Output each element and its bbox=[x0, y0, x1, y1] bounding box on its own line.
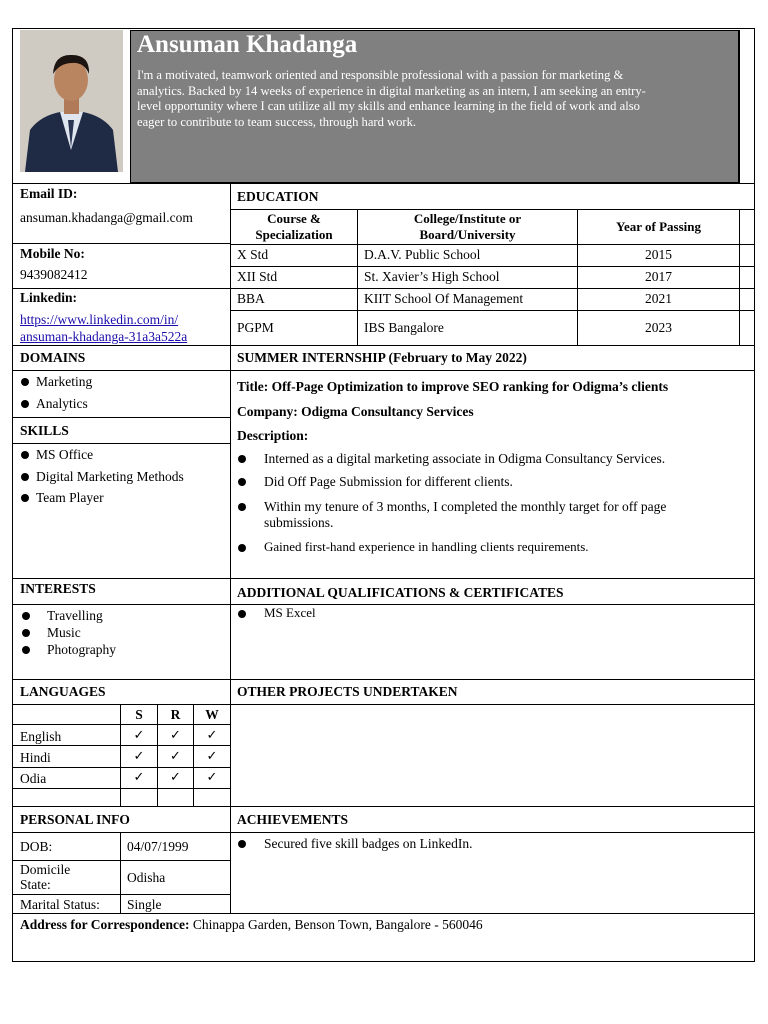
check-icon: ✓ bbox=[206, 769, 218, 784]
bullet-icon bbox=[21, 400, 29, 408]
edu-year: 2021 bbox=[645, 291, 672, 306]
profile-photo bbox=[20, 30, 123, 172]
internship-title: Title: Off-Page Optimization to improve SEO ranking for Odigma’s clients bbox=[237, 379, 669, 394]
lang-col-speak: S bbox=[135, 707, 143, 722]
qualifications-heading: ADDITIONAL QUALIFICATIONS & CERTIFICATES bbox=[237, 585, 564, 600]
projects-heading: OTHER PROJECTS UNDERTAKEN bbox=[237, 684, 458, 699]
internship-bullet: Within my tenure of 3 months, I completed the monthly target for off page bbox=[264, 499, 667, 514]
edu-year: 2017 bbox=[645, 269, 672, 284]
bullet-icon bbox=[238, 840, 246, 848]
bullet-icon bbox=[238, 503, 246, 511]
email-value[interactable]: ansuman.khadanga@gmail.com bbox=[20, 210, 193, 225]
check-icon: ✓ bbox=[206, 727, 218, 742]
email-label: Email ID: bbox=[20, 186, 78, 201]
mobile-value: 9439082412 bbox=[20, 267, 88, 282]
address-value: Chinappa Garden, Benson Town, Bangalore - 560046 bbox=[189, 917, 483, 932]
edu-col-institute bbox=[358, 211, 577, 243]
linkedin-link[interactable]: https://www.linkedin.com/in/ bbox=[20, 312, 179, 327]
edu-course: X Std bbox=[237, 247, 269, 262]
summary-line: I'm a motivated, teamwork oriented and responsible professional with a passion for marketing & bbox=[137, 68, 624, 82]
summary bbox=[137, 68, 735, 130]
bullet-icon bbox=[22, 629, 30, 637]
edu-col-year: Year of Passing bbox=[616, 219, 701, 234]
lang-col-read: R bbox=[170, 707, 181, 722]
skill-item: Digital Marketing Methods bbox=[36, 469, 184, 484]
bullet-icon bbox=[238, 478, 246, 486]
interest-item: Music bbox=[47, 625, 81, 640]
skill-item: Team Player bbox=[36, 490, 104, 505]
domains-heading: DOMAINS bbox=[20, 350, 86, 365]
linkedin-link-cont[interactable]: ansuman-khadanga-31a3a522a bbox=[20, 329, 188, 344]
internship-description-label: Description: bbox=[237, 428, 309, 443]
bullet-icon bbox=[22, 646, 30, 654]
language-name: Hindi bbox=[20, 750, 51, 765]
dob-label: DOB: bbox=[20, 839, 53, 854]
domain-item: Marketing bbox=[36, 374, 93, 389]
check-icon: ✓ bbox=[133, 727, 145, 742]
linkedin-label: Linkedin: bbox=[20, 290, 78, 305]
edu-course: PGPM bbox=[237, 320, 274, 335]
check-icon: ✓ bbox=[133, 769, 145, 784]
bullet-icon bbox=[238, 544, 246, 552]
bullet-icon bbox=[21, 494, 29, 502]
marital-value: Single bbox=[127, 897, 162, 912]
language-name: Odia bbox=[20, 771, 47, 786]
achievement-item: Secured five skill badges on LinkedIn. bbox=[264, 836, 473, 851]
edu-col-institute-line: College/Institute or bbox=[413, 211, 522, 226]
summary-line: eager to contribute to team success, through hard work. bbox=[137, 114, 417, 129]
person-photo-icon bbox=[20, 30, 123, 172]
language-name: English bbox=[20, 729, 62, 744]
edu-institute: IBS Bangalore bbox=[364, 320, 444, 335]
check-icon: ✓ bbox=[170, 769, 181, 784]
personal-heading: PERSONAL INFO bbox=[20, 812, 130, 827]
edu-course: XII Std bbox=[237, 269, 278, 284]
address-label: Address for Correspondence: bbox=[20, 917, 190, 932]
interest-item: Travelling bbox=[47, 608, 103, 623]
summary-line: analytics. Backed by 14 weeks of experience in digital marketing as an intern, I am seeking an entry- bbox=[137, 83, 646, 98]
bullet-icon bbox=[21, 378, 29, 386]
qualification-item: MS Excel bbox=[264, 605, 316, 620]
domicile-label-line: Domicile bbox=[20, 862, 71, 877]
domicile-label-line: State: bbox=[20, 877, 51, 892]
internship-bullet: Did Off Page Submission for different clients. bbox=[264, 474, 513, 489]
mobile-label: Mobile No: bbox=[20, 246, 85, 261]
domicile-value: Odisha bbox=[127, 870, 166, 885]
marital-label: Marital Status: bbox=[20, 897, 100, 912]
check-icon: ✓ bbox=[206, 748, 218, 763]
skills-heading: SKILLS bbox=[20, 423, 69, 438]
edu-institute: D.A.V. Public School bbox=[364, 247, 481, 262]
bullet-icon bbox=[238, 610, 246, 618]
check-icon: ✓ bbox=[133, 748, 145, 763]
edu-year: 2023 bbox=[645, 320, 672, 335]
bullet-icon bbox=[238, 455, 246, 463]
achievements-heading: ACHIEVEMENTS bbox=[237, 812, 349, 827]
edu-col-institute-line: Board/University bbox=[419, 227, 516, 242]
bullet-icon bbox=[21, 451, 29, 459]
check-icon: ✓ bbox=[170, 727, 181, 742]
edu-course: BBA bbox=[237, 291, 265, 306]
address bbox=[20, 917, 483, 933]
edu-col-course-line: Course & bbox=[267, 211, 321, 226]
edu-col-course bbox=[231, 211, 357, 243]
candidate-name: Ansuman Khadanga bbox=[137, 31, 358, 58]
check-icon: ✓ bbox=[170, 748, 181, 763]
edu-institute: St. Xavier’s High School bbox=[364, 269, 500, 284]
bullet-icon bbox=[22, 612, 30, 620]
edu-institute: KIIT School Of Management bbox=[364, 291, 524, 306]
domain-item: Analytics bbox=[36, 396, 88, 411]
interest-item: Photography bbox=[47, 642, 116, 657]
bullet-icon bbox=[21, 473, 29, 481]
dob-value: 04/07/1999 bbox=[127, 839, 189, 854]
skill-item: MS Office bbox=[36, 447, 94, 462]
internship-bullet: Gained first-hand experience in handling clients requirements. bbox=[264, 539, 589, 554]
domicile-label bbox=[20, 862, 70, 892]
internship-bullet: Interned as a digital marketing associate in Odigma Consultancy Services. bbox=[264, 451, 666, 466]
internship-heading: SUMMER INTERNSHIP (February to May 2022) bbox=[237, 350, 527, 365]
lang-col-write: W bbox=[205, 707, 219, 722]
interests-heading: INTERESTS bbox=[20, 581, 96, 596]
education-heading: EDUCATION bbox=[237, 189, 319, 204]
internship-bullet-cont: submissions. bbox=[264, 515, 334, 530]
edu-col-course-line: Specialization bbox=[255, 227, 333, 242]
languages-heading: LANGUAGES bbox=[20, 684, 106, 699]
edu-year: 2015 bbox=[645, 247, 672, 262]
summary-line: level opportunity where I can utilize all my skills and enhance learning in the field of work and also bbox=[137, 99, 640, 113]
internship-company: Company: Odigma Consultancy Services bbox=[237, 404, 474, 419]
